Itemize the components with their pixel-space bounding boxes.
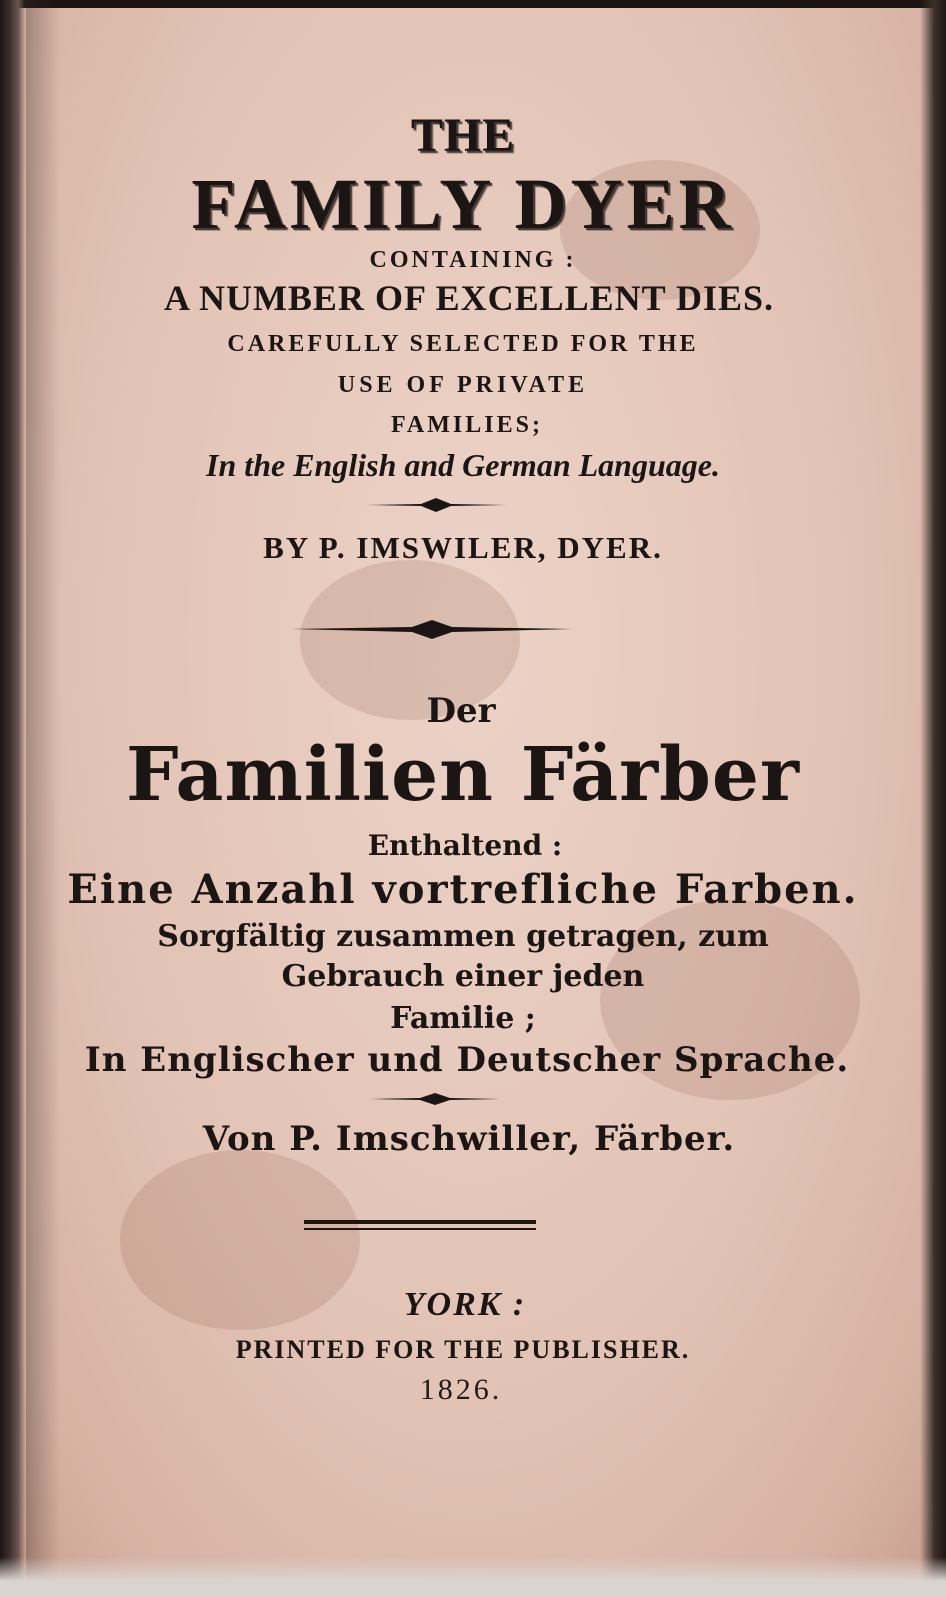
small-rule-ornament bbox=[366, 496, 506, 514]
english-the: THE bbox=[410, 109, 516, 162]
small-rule-ornament bbox=[370, 1091, 500, 1107]
german-language: In Englischer und Deutscher Sprache. bbox=[84, 1040, 850, 1080]
english-line-2: USE OF PRIVATE bbox=[337, 372, 589, 398]
german-containing: Enthaltend : bbox=[367, 829, 563, 862]
divider-ornament bbox=[292, 617, 572, 643]
german-author: Von P. Imschwiller, Färber. bbox=[202, 1119, 736, 1159]
page-bottom-edge bbox=[0, 1557, 946, 1597]
english-title: FAMILY DYER bbox=[191, 164, 735, 244]
german-line-2: Gebrauch einer jeden bbox=[281, 959, 645, 994]
english-language: In the English and German Language. bbox=[206, 447, 720, 483]
english-containing: CONTAINING : bbox=[369, 247, 577, 273]
english-subtitle: A NUMBER OF EXCELLENT DIES. bbox=[163, 278, 775, 318]
english-author: BY P. IMSWILER, DYER. bbox=[263, 530, 663, 565]
english-line-3: FAMILIES; bbox=[391, 412, 543, 438]
german-line-3: Familie ; bbox=[390, 1001, 536, 1036]
german-line-1: Sorgfältig zusammen getragen, zum bbox=[157, 919, 769, 954]
english-line-1: CAREFULLY SELECTED FOR THE bbox=[227, 331, 699, 357]
imprint-printer: PRINTED FOR THE PUBLISHER. bbox=[235, 1335, 691, 1364]
imprint-place: YORK : bbox=[403, 1286, 527, 1323]
german-subtitle: Eine Anzahl vortrefliche Farben. bbox=[67, 866, 859, 913]
german-der: Der bbox=[426, 691, 496, 731]
double-rule bbox=[304, 1218, 536, 1234]
german-title: Familien Färber bbox=[126, 732, 800, 818]
imprint-year: 1826. bbox=[419, 1373, 503, 1406]
page-top-edge bbox=[0, 0, 946, 8]
